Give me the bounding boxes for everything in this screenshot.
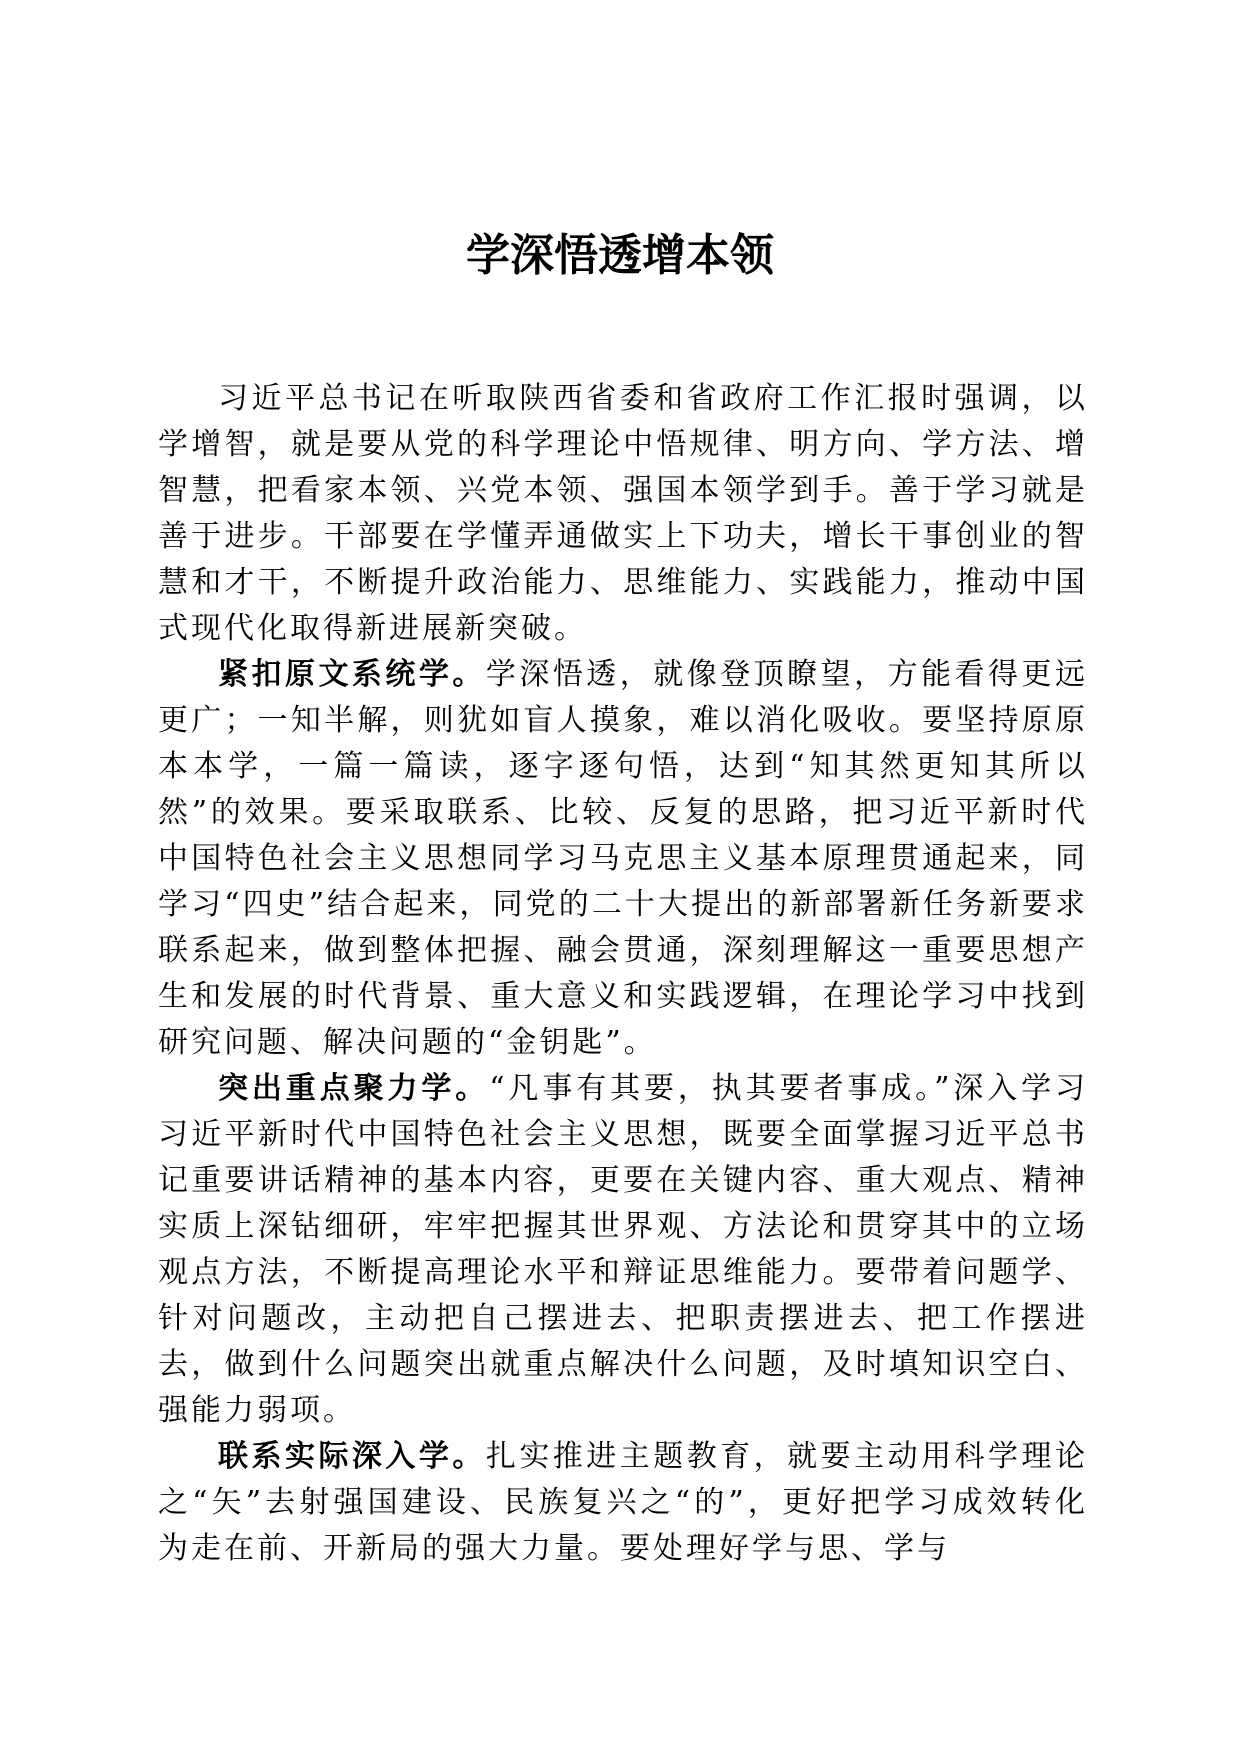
paragraph-lead: 突出重点聚力学。 xyxy=(218,1071,490,1106)
paragraph-text: “凡事有其要，执其要者事成。”深入学习习近平新时代中国特色社会主义思想，既要全面掌握习近平总书记重要讲话精神的基本内容，更要在关键内容、重大观点、精神实质上深钻细研，牢牢把握其世界观、方法论和贯穿其中的立场观点方法，不断提高理论水平和辩证思维能力。要带着问题学、针对问题改，主动把自己摆进去、把职责摆进去、把工作摆进去，做到什么问题突出就重点解决什么问题，及时填知识空白、强能力弱项。 xyxy=(158,1071,1089,1428)
paragraph-study-original xyxy=(158,652,1088,1066)
paragraph-text: 学深悟透，就像登顶瞭望，方能看得更远更广；一知半解，则犹如盲人摸象，难以消化吸收。要坚持原原本本学，一篇一篇读，逐字逐句悟，达到“知其然更知其所以然”的效果。要采取联系、比较、反复的思路，把习近平新时代中国特色社会主义思想同学习马克思主义基本原理贯通起来，同学习“四史”结合起来，同党的二十大提出的新部署新任务新要求联系起来，做到整体把握、融会贯通，深刻理解这一重要思想产生和发展的时代背景、重大意义和实践逻辑，在理论学习中找到研究问题、解决问题的“金钥匙”。 xyxy=(158,657,1089,1060)
paragraph-lead: 紧扣原文系统学。 xyxy=(218,657,486,692)
paragraph-link-practice xyxy=(158,1434,1088,1572)
paragraph-intro xyxy=(158,376,1088,652)
document-title: 学深悟透增本领 xyxy=(466,230,774,281)
document-body xyxy=(158,376,1088,1572)
paragraph-focus-key-points xyxy=(158,1066,1088,1434)
paragraph-text: 习近平总书记在听取陕西省委和省政府工作汇报时强调，以学增智，就是要从党的科学理论中悟规律、明方向、学方法、增智慧，把看家本领、兴党本领、强国本领学到手。善于学习就是善于进步。干部要在学懂弄通做实上下功夫，增长干事创业的智慧和才干，不断提升政治能力、思维能力、实践能力，推动中国式现代化取得新进展新突破。 xyxy=(158,381,1088,646)
paragraph-text: 扎实推进主题教育，就要主动用科学理论之“矢”去射强国建设、民族复兴之“的”，更好把学习成效转化为走在前、开新局的强大力量。要处理好学与思、学与 xyxy=(158,1439,1089,1566)
paragraph-lead: 联系实际深入学。 xyxy=(218,1439,486,1474)
